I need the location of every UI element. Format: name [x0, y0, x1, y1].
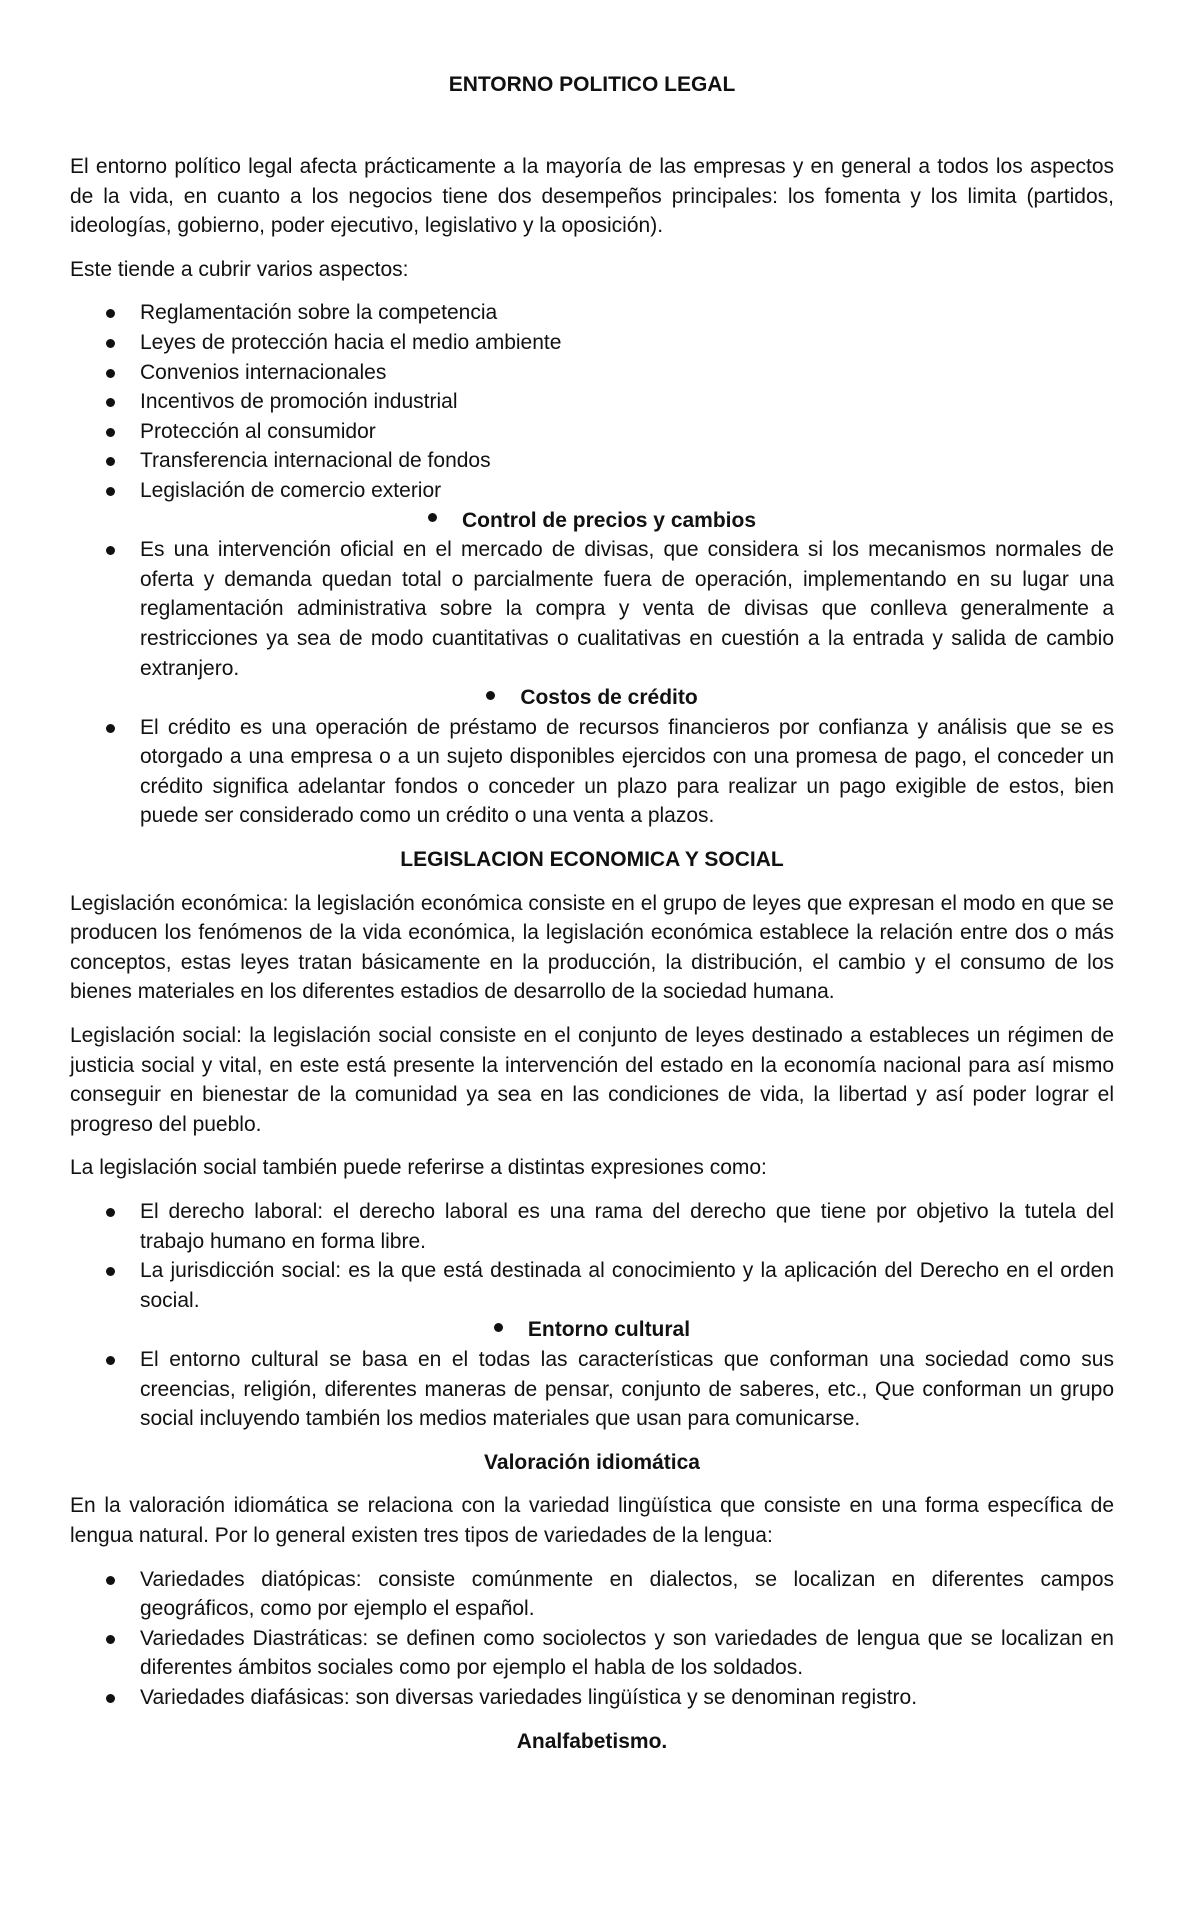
list-item: La jurisdicción social: es la que está destinada al conocimiento y la aplicación del Derecho en el orden social. — [70, 1256, 1114, 1315]
list-item: Leyes de protección hacia el medio ambiente — [70, 328, 1114, 358]
idiomatic-paragraph: En la valoración idiomática se relaciona con la variedad lingüística que consiste en una forma específica de lengua natural. Por lo general existen tres tipos de variedades de la lengua: — [70, 1494, 1114, 1547]
list-item: Transferencia internacional de fondos — [70, 446, 1114, 476]
intro-paragraph: El entorno político legal afecta prácticamente a la mayoría de las empresas y en general a todos los aspectos de la vida, en cuanto a los negocios tiene dos desempeños principales: los fomenta y los limita (partidos, ideologías, gobierno, poder ejecutivo, legislativo y la oposición). — [70, 155, 1114, 238]
legislation-heading: LEGISLACION ECONOMICA Y SOCIAL — [400, 848, 784, 872]
price-control-heading: Control de precios y cambios — [461, 508, 757, 532]
social-legislation-paragraph: Legislación social: la legislación social consiste en el conjunto de leyes destinado a estableces un régimen de justicia social y vital, en este está presente la intervención del estado en la economía nacional para así mismo conseguir en bienestar de la comunidad ya sea en las condiciones de vida, la libertad y así poder lograr el progreso del pueblo. — [70, 1024, 1114, 1136]
illiteracy-heading: Analfabetismo. — [516, 1729, 668, 1753]
bullet-icon — [428, 513, 437, 522]
credit-costs-text: El crédito es una operación de préstamo de recursos financieros por confianza y análisis que se es otorgado a una empresa o a un sujeto disponibles ejercidos con una promesa de pago, el conceder un crédito significa adelantar fondos o conceder un plazo para realizar un pago exigible de estos, bien puede ser considerado como un crédito o una venta a plazos. — [70, 713, 1114, 831]
list-item: Variedades diatópicas: consiste comúnmente en dialectos, se localizan en diferentes campos geográficos, como por ejemplo el español. — [70, 1565, 1114, 1624]
list-item: Incentivos de promoción industrial — [70, 387, 1114, 417]
cultural-heading: Entorno cultural — [527, 1318, 691, 1342]
spacer — [70, 1434, 1114, 1448]
list-item: Protección al consumidor — [70, 417, 1114, 447]
bullet-icon — [486, 691, 495, 700]
list-item: El derecho laboral: el derecho laboral es una rama del derecho que tiene por objetivo la tutela del trabajo humano en forma libre. — [70, 1197, 1114, 1256]
credit-costs-heading: Costos de crédito — [520, 686, 698, 710]
spacer — [70, 831, 1114, 845]
aspects-intro: Este tiende a cubrir varios aspectos: — [70, 257, 409, 281]
list-item: Legislación de comercio exterior — [70, 476, 1114, 506]
list-item: Variedades diafásicas: son diversas variedades lingüística y se denominan registro. — [70, 1683, 1114, 1713]
economic-legislation-paragraph: Legislación económica: la legislación económica consiste en el grupo de leyes que expresan el modo en que se producen los fenómenos de la vida económica, la legislación económica establece la relación entre dos o más conceptos, estas leyes tratan básicamente en la producción, la distribución, el cambio y el consumo de los bienes materiales en los diferentes estadios de desarrollo de la sociedad humana. — [70, 891, 1114, 1004]
social-expressions-intro: La legislación social también puede referirse a distintas expresiones como: — [70, 1156, 767, 1180]
varieties-list — [70, 1565, 1114, 1713]
cultural-heading-item — [70, 1315, 1114, 1345]
credit-costs-heading-item — [70, 683, 1114, 713]
price-control-heading-item — [70, 506, 1114, 536]
document-title: ENTORNO POLITICO LEGAL — [448, 73, 736, 96]
list-item: Reglamentación sobre la competencia — [70, 298, 1114, 328]
list-item: Convenios internacionales — [70, 358, 1114, 388]
social-expressions-list — [70, 1197, 1114, 1434]
cultural-text: El entorno cultural se basa en el todas las características que conforman una sociedad como sus creencias, religión, diferentes maneras de pensar, conjunto de saberes, etc., Que conforman un grupo social incluyendo también los medios materiales que usan para comunicarse. — [70, 1345, 1114, 1434]
bullet-icon — [494, 1323, 503, 1332]
aspects-list — [70, 298, 1114, 831]
price-control-text: Es una intervención oficial en el mercado de divisas, que considera si los mecanismos normales de oferta y demanda quedan total o parcialmente fuera de operación, implementando en su lugar una reglamentación administrativa sobre la compra y venta de divisas que conlleva generalmente a restricciones ya sea de modo cuantitativas o cualitativas en cuestión a la entrada y salida de cambio extranjero. — [70, 535, 1114, 683]
list-item: Variedades Diastráticas: se definen como sociolectos y son variedades de lengua que se localizan en diferentes ámbitos sociales como por ejemplo el habla de los soldados. — [70, 1624, 1114, 1683]
document-page — [70, 60, 1114, 1770]
idiomatic-heading: Valoración idiomática — [484, 1450, 700, 1474]
